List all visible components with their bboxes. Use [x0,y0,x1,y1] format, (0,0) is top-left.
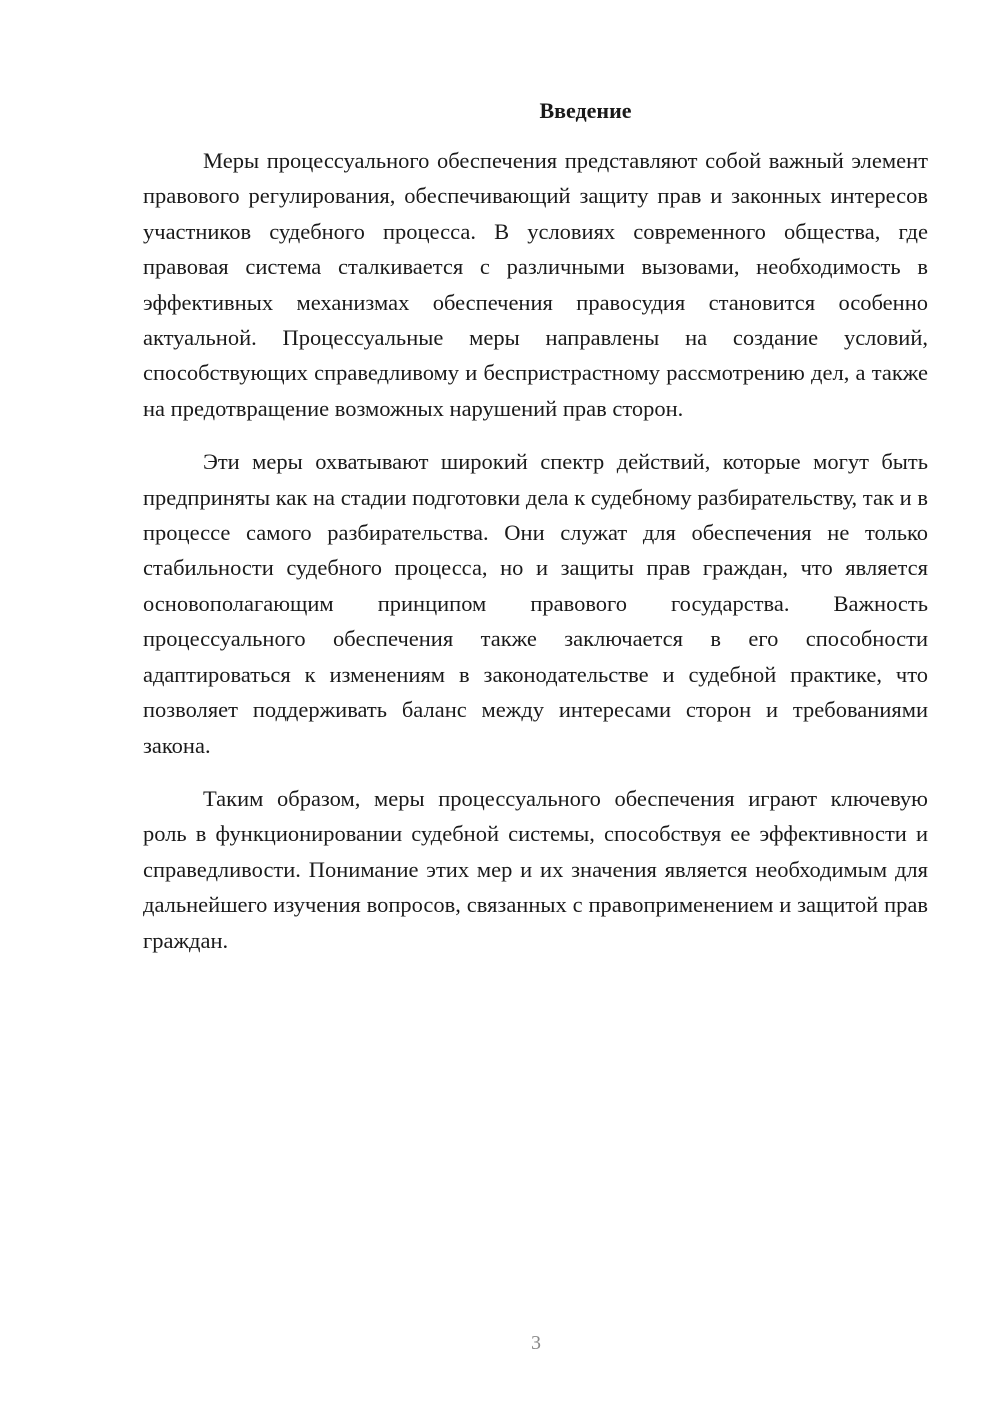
paragraph-2: Эти меры охватывают широкий спектр действий, которые могут быть предприняты как на стадии подготовки дела к судебному разбирательству, так и в процессе самого разбирательства. Они служат для обеспечения не только стабильности судебного процесса, но и защиты прав граждан, что является основополагающим принципом правового государства. Важность процессуального обеспечения также заключается в его способности адаптироваться к изменениям в законодательстве и судебной практике, что позволяет поддерживать баланс между интересами сторон и требованиями закона. [143,449,928,758]
paragraph-1: Меры процессуального обеспечения представляют собой важный элемент правового регулирования, обеспечивающий защиту прав и законных интересов участников судебного процесса. В условиях современного общества, где правовая система сталкивается с различными вызовами, необходимость в эффективных механизмах обеспечения правосудия становится особенно актуальной. Процессуальные меры направлены на создание условий, способствующих справедливому и беспристрастному рассмотрению дел, а также на предотвращение возможных нарушений прав сторон. [143,148,928,421]
page-content [143,92,928,976]
paragraph-3: Таким образом, меры процессуального обеспечения играют ключевую роль в функционировании судебной системы, способствуя ее эффективности и справедливости. Понимание этих мер и их значения является необходимым для дальнейшего изучения вопросов, связанных с правоприменением и защитой прав граждан. [143,785,928,953]
page-title: Введение [539,98,632,123]
page-number: 3 [531,1332,541,1354]
